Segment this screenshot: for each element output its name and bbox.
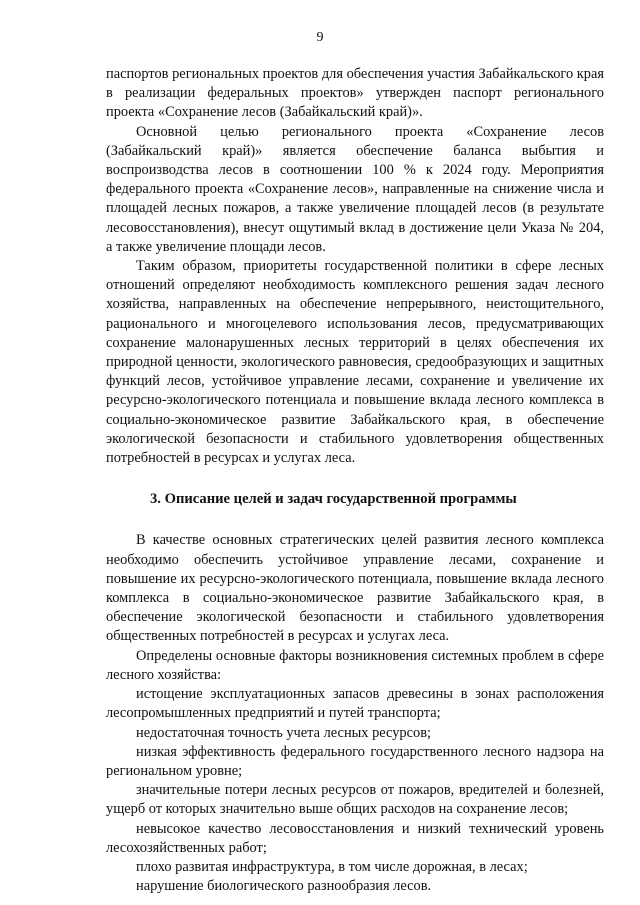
paragraph: В качестве основных стратегических целей развития лесного комплекса необходимо обеспечить устойчивое управление лесами, сохранение и повышение их ресурсно-экологического потенциала, повышение вклада лесного комплекса в социально-экономическое развитие Забайкальского края, в обеспечение экологической безопасности и стабильного удовлетворения общественных потребностей в ресурсах и услугах леса. — [106, 532, 604, 645]
list-item: значительные потери лесных ресурсов от пожаров, вредителей и болезней, ущерб от которых значительно выше общих расходов на сохранение лесов; — [106, 782, 604, 818]
paragraph: Определены основные факторы возникновения системных проблем в сфере лесного хозяйства: — [106, 647, 604, 683]
list-item: плохо развитая инфраструктура, в том числе дорожная, в лесах; — [136, 858, 528, 875]
paragraph: Основной целью регионального проекта «Сохранение лесов (Забайкальский край)» является обеспечение баланса выбытия и воспроизводства лесов в соотношении 100 % к 2024 году. Мероприятия федерального проекта «Сохранение лесов», направленные на снижение числа и площадей лесных пожаров, а также увеличение площадей лесов (в результате лесовосстановления), внесут ощутимый вклад в достижение цели Указа № 204, а также увеличение площади лесов. — [106, 123, 604, 255]
document-body — [106, 65, 604, 896]
paragraph: Таким образом, приоритеты государственной политики в сфере лесных отношений определяют необходимость комплексного решения задач лесного хозяйства, направленных на обеспечение непрерывного, неистощительного, рационального и многоцелевого использования лесов, предусматривающих сохранение малонарушенных лесных территорий в целях обеспечения их природной ценности, экологического равновесия, средообразующих и защитных функций лесов, устойчивое управление лесами, сохранение и увеличение их ресурсно-экологического потенциала и повышение вклада лесного комплекса в социально-экономическое развитие Забайкальского края, в обеспечение экологической безопасности и стабильного удовлетворения общественных потребностей в ресурсах и услугах леса. — [106, 258, 604, 467]
list-item: невысокое качество лесовосстановления и низкий технический уровень лесохозяйственных работ; — [106, 820, 604, 856]
list-item: низкая эффективность федерального государственного лесного надзора на региональном уровне; — [106, 743, 604, 779]
page-number: 9 — [316, 30, 324, 45]
list-item: нарушение биологического разнообразия лесов. — [136, 878, 432, 895]
paragraph: паспортов региональных проектов для обеспечения участия Забайкальского края в реализации федеральных проектов» утвержден паспорт регионального проекта «Сохранение лесов (Забайкальский край)». — [106, 66, 604, 121]
list-item: истощение эксплуатационных запасов древесины в зонах расположения лесопромышленных предприятий и путей транспорта; — [106, 686, 604, 722]
section-heading: 3. Описание целей и задач государственной программы — [150, 491, 517, 508]
list-item: недостаточная точность учета лесных ресурсов; — [136, 724, 432, 741]
